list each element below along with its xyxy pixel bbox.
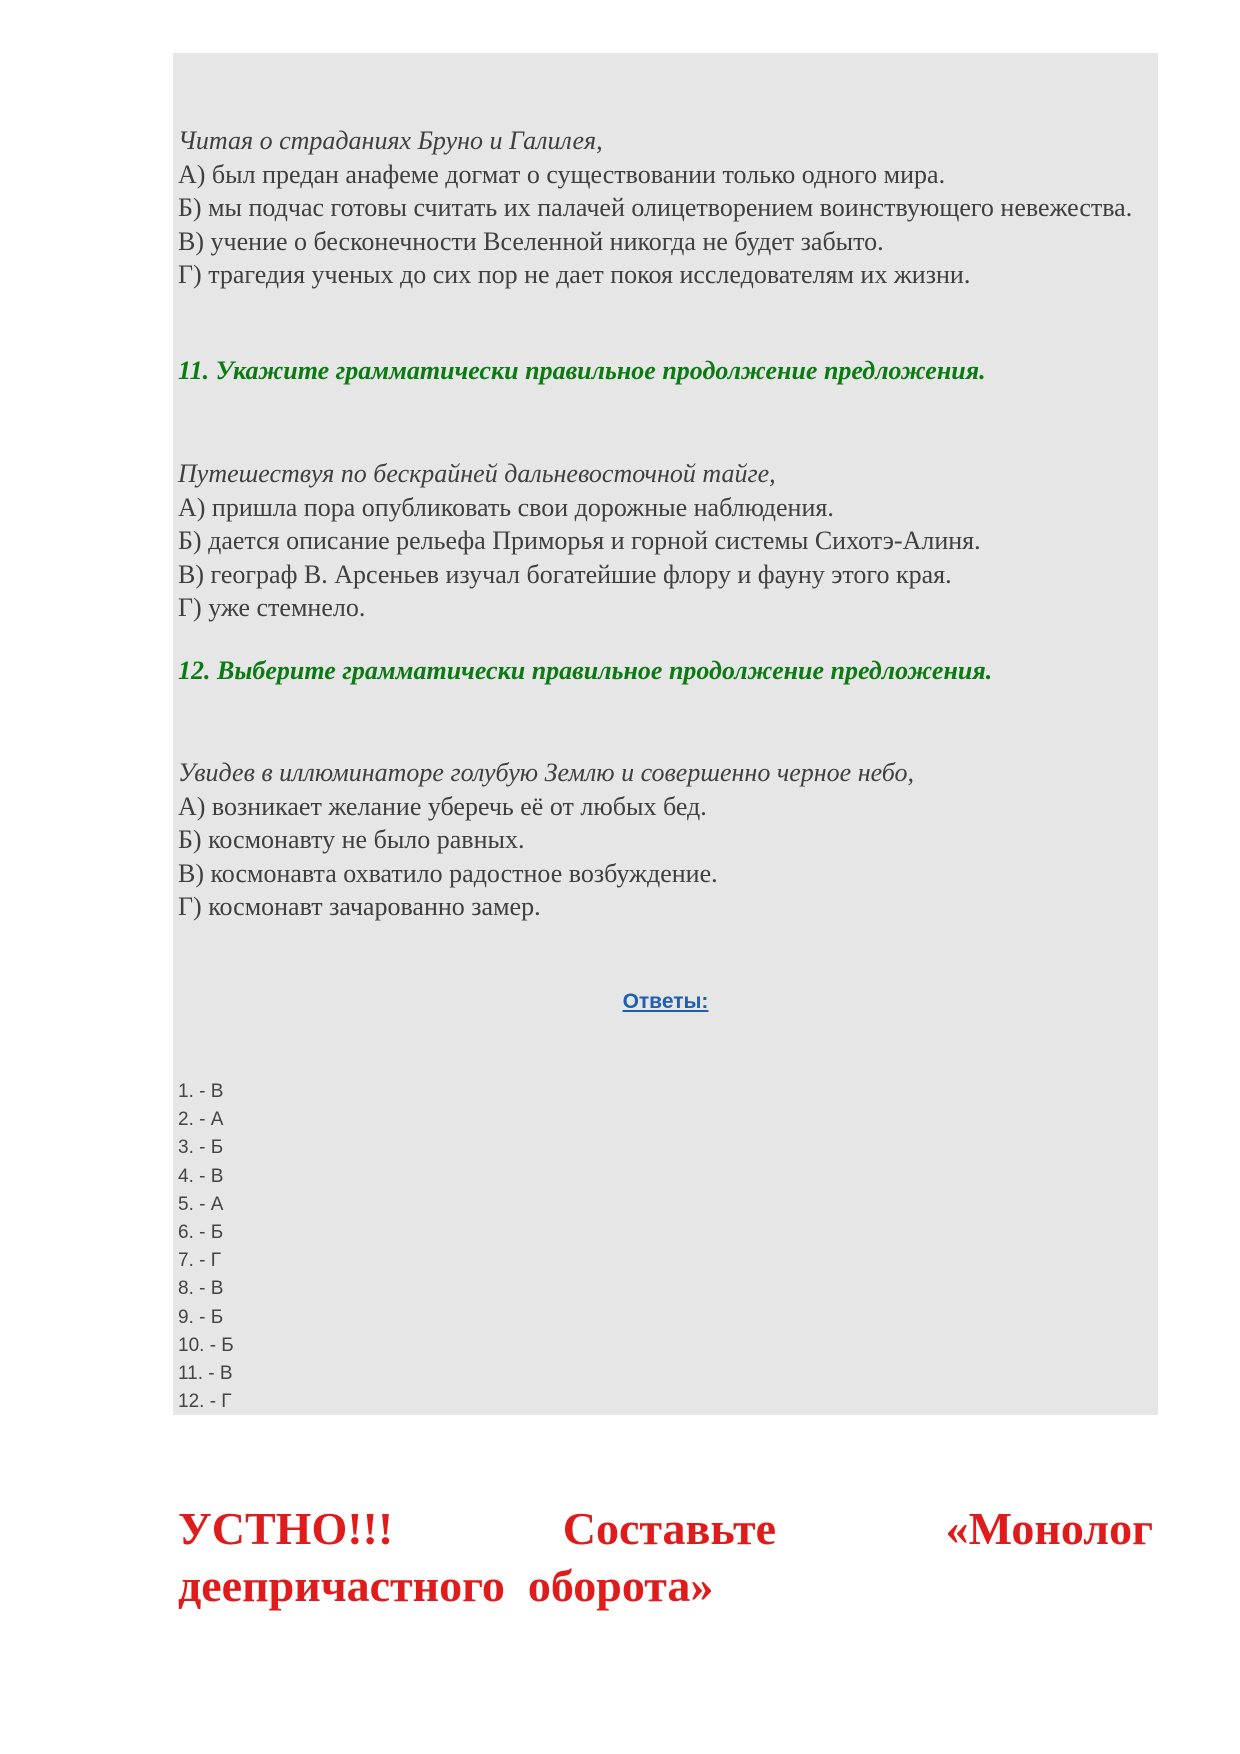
question-12-block	[178, 756, 1153, 924]
answer-item: 12. - Г	[178, 1391, 232, 1413]
question-10-option-c: В) учение о бесконечности Вселенной никогда не будет забыто.	[178, 226, 884, 256]
question-11-lead: Путешествуя по бескрайней дальневосточной тайге,	[178, 459, 776, 488]
oral-assignment-line-1	[178, 1500, 1153, 1557]
answer-item: 4. - В	[178, 1165, 224, 1187]
oral-assignment-word-2: Составьте	[562, 1503, 776, 1554]
answer-item: 5. - А	[178, 1193, 224, 1215]
answer-item: 2. - А	[178, 1109, 224, 1131]
oral-assignment-line-2: деепричастного оборота»	[178, 1560, 714, 1611]
question-12-option-d: Г) космонавт зачарованно замер.	[178, 892, 541, 921]
question-10-option-d: Г) трагедия ученых до сих пор не дает покоя исследователям их жизни.	[178, 260, 971, 289]
answers-title	[173, 990, 1158, 1014]
question-12-lead: Увидев в иллюминаторе голубую Землю и совершенно черное небо,	[178, 758, 915, 787]
question-11-option-b: Б) дается описание рельефа Приморья и горной системы Сихотэ-Алиня.	[178, 526, 981, 555]
question-11-option-a: А) пришла пора опубликовать свои дорожные наблюдения.	[178, 492, 834, 522]
question-10-option-a: А) был предан анафеме догмат о существовании только одного мира.	[178, 159, 946, 189]
answer-item: 1. - В	[178, 1081, 224, 1102]
question-12-option-b: Б) космонавту не было равных.	[178, 825, 525, 854]
question-12-option-c: В) космонавта охватило радостное возбуждение.	[178, 858, 718, 888]
question-10-option-b: Б) мы подчас готовы считать их палачей олицетворением воинствующего невежества.	[178, 193, 1133, 222]
question-10-block	[178, 124, 1153, 292]
oral-assignment-title	[178, 1500, 1153, 1614]
answer-item: 10. - Б	[178, 1334, 234, 1356]
question-11-option-c: В) географ В. Арсеньев изучал богатейшие флору и фауну этого края.	[178, 559, 952, 589]
answer-item: 7. - Г	[178, 1250, 222, 1272]
question-11-block	[178, 457, 1153, 625]
question-11-option-d: Г) уже стемнело.	[178, 593, 366, 622]
question-12-heading: 12. Выберите грамматически правильное продолжение предложения.	[178, 656, 993, 685]
question-12-option-a: А) возникает желание уберечь её от любых бед.	[178, 791, 707, 821]
question-11-heading: 11. Укажите грамматически правильное продолжение предложения.	[178, 356, 986, 385]
answer-item: 3. - Б	[178, 1137, 224, 1159]
question-10-lead: Читая о страданиях Бруно и Галилея,	[178, 126, 603, 155]
oral-assignment-word-1: УСТНО!!!	[178, 1503, 394, 1554]
answers-list	[178, 1078, 234, 1416]
answer-item: 8. - В	[178, 1278, 224, 1300]
answer-item: 11. - В	[178, 1363, 233, 1385]
answer-item: 6. - Б	[178, 1222, 224, 1244]
answers-link[interactable]: Ответы:	[622, 990, 709, 1013]
answer-item: 9. - Б	[178, 1306, 224, 1328]
oral-assignment-word-3: «Монолог	[945, 1503, 1153, 1554]
